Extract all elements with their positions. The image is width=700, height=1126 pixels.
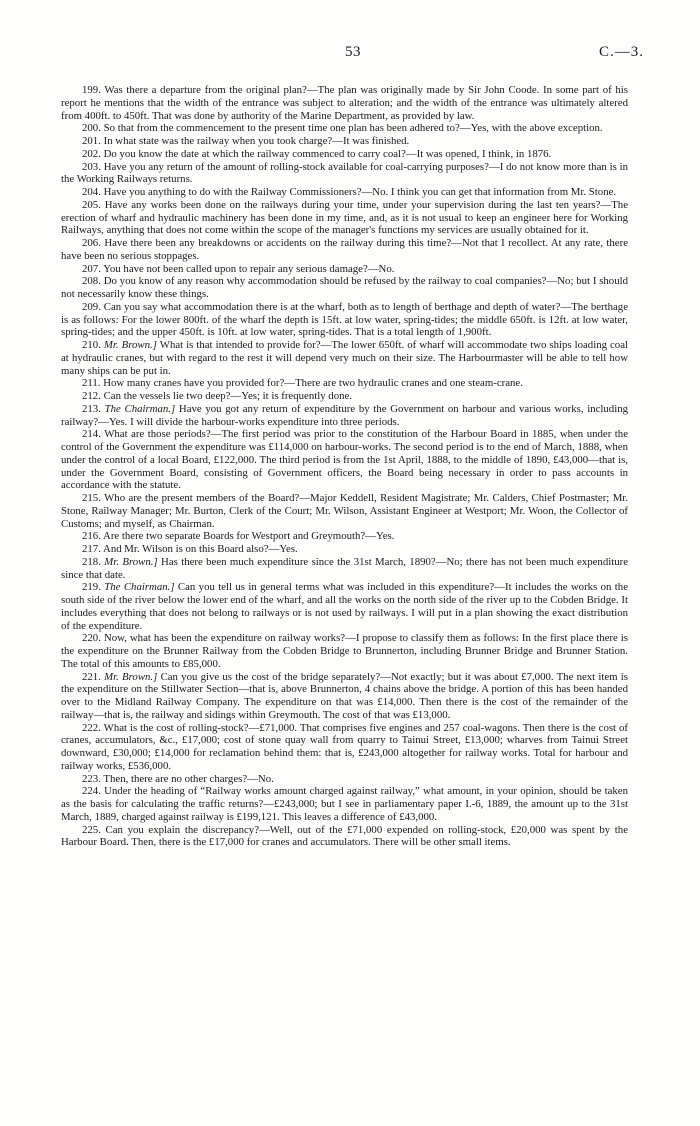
- question-number: 214.: [82, 428, 101, 441]
- question-answer-text: You have not been called upon to repair any serious damage?—No.: [103, 262, 395, 275]
- question-paragraph: [61, 122, 628, 135]
- question-number: 202.: [82, 147, 101, 160]
- question-number: 225.: [82, 823, 101, 836]
- question-paragraph: [61, 377, 628, 390]
- question-answer-text: Under the heading of “Railway works amount charged against railway,” what amount, in your opinion, should be taken as the basis for calculating the traffic returns?—£243,000; but I see in parliamentary paper I.-6, 1889, the amount up to the 31st March, 1889, charged against railway is £199,121. This leaves a difference of £43,000.: [61, 785, 628, 823]
- question-answer-text: Have there been any breakdowns or accidents on the railway during this time?—Not that I recollect. At any rate, there have been no serious stoppages.: [61, 237, 628, 262]
- question-answer-text: Have you got any return of expenditure by the Government on harbour and various works, including railway?—Yes. I will divide the harbour-works expenditure into three periods.: [61, 402, 629, 428]
- question-paragraph: [61, 237, 628, 263]
- question-paragraph: [61, 84, 628, 122]
- question-answer-text: Then, there are no other charges?—No.: [103, 772, 274, 785]
- question-answer-text: Has there been much expenditure since the 31st March, 1890?—No; there has not been much expenditure since that date.: [61, 555, 629, 581]
- question-number: 204.: [82, 186, 101, 198]
- question-number: 217.: [82, 543, 101, 555]
- question-paragraph: [61, 543, 628, 556]
- question-paragraph: [61, 403, 628, 429]
- question-answer-text: How many cranes have you provided for?—There are two hydraulic cranes and one steam-crane.: [103, 377, 523, 390]
- question-answer-text: Have you any return of the amount of rolling-stock available for coal-carrying purposes?—I do not know more than is in the Working Railways returns.: [61, 160, 629, 186]
- question-paragraph: [61, 722, 628, 773]
- question-paragraph: [61, 161, 628, 187]
- speaker-label: Mr. Brown.]: [104, 670, 158, 683]
- question-answer-text: Who are the present members of the Board?—Major Keddell, Resident Magistrate; Mr. Calders, Chief Postmaster; Mr. Stone, Railway Manager; Mr. Burton, Clerk of the Court; Mr. Wilson, Assistant Engineer at Westport; Mr. Woon, the Collector of Customs; and myself, as Chairman.: [61, 492, 628, 530]
- question-number: 221.: [82, 670, 101, 683]
- question-number: 207.: [82, 262, 101, 275]
- question-paragraph: [61, 339, 628, 377]
- question-paragraph: [61, 530, 628, 543]
- question-number: 216.: [82, 530, 101, 543]
- question-number: 206.: [82, 237, 101, 249]
- page-header: [62, 44, 644, 64]
- question-number: 210.: [82, 339, 101, 351]
- question-paragraph: [61, 390, 628, 403]
- document-reference: C.—3.: [598, 44, 644, 60]
- page-number: 53: [345, 44, 361, 60]
- question-paragraph: [61, 428, 628, 492]
- question-paragraph: [61, 263, 628, 276]
- question-answer-text: Have you anything to do with the Railway Commissioners?—No. I think you can get that information from Mr. Stone.: [103, 186, 617, 198]
- question-number: 219.: [82, 581, 101, 594]
- question-number: 200.: [82, 122, 101, 135]
- question-answer-text: And Mr. Wilson is on this Board also?—Yes.: [103, 543, 298, 555]
- question-number: 212.: [82, 390, 101, 402]
- speaker-label: The Chairman.]: [104, 581, 175, 594]
- question-answer-text: Are there two separate Boards for Westport and Greymouth?—Yes.: [103, 530, 395, 543]
- question-answer-text: Do you know the date at which the railway commenced to carry coal?—It was opened, I think, in 1876.: [103, 147, 552, 160]
- question-paragraph: [61, 671, 628, 722]
- question-paragraph: [61, 199, 628, 237]
- question-paragraph: [61, 135, 628, 148]
- question-answer-text: What is that intended to provide for?—The lower 650ft. of wharf will accommodate two ships loading coal at hydraulic cranes, but with regard to the rest it will depend very much on their size. The Harbourmaster will be able to tell how many ships can be put in.: [61, 339, 628, 377]
- question-paragraph: [61, 148, 628, 161]
- question-answer-text: Now, what has been the expenditure on railway works?—I propose to classify them as follows: In the first place there is the expenditure on the Brunner Railway from the Cobden Bridge to Brunnerton, including Brunner Bridge and Brunner Station. The total of this amounts to £85,000.: [61, 632, 628, 670]
- question-paragraph: [61, 186, 628, 199]
- question-number: 215.: [82, 492, 101, 504]
- question-number: 199.: [82, 84, 101, 96]
- question-number: 224.: [82, 785, 101, 798]
- question-paragraph: [61, 632, 628, 670]
- question-answer-text: What is the cost of rolling-stock?—£71,000. That comprises five engines and 257 coal-wagons. Then there is the cost of cranes, accumulators, &c., £17,000; cost of stone quay wall from quarry to Tainui Street, £13,000; wharves from Tainui Street downward, £30,000; £14,000 for reclamation behind them: that is, £243,000 altogether for railway works. Total for harbour and railway works, £536,000.: [61, 721, 628, 772]
- question-number: 211.: [82, 377, 101, 390]
- question-number: 209.: [82, 300, 101, 313]
- question-answer-text: What are those periods?—The first period was prior to the constitution of the Harbour Board in 1885, when under the control of the Government the expenditure was £114,000 on harbour-works. The second period is to the end of March, 1888, when under the control of a local Board, £122,000. The third period is from the 1st April, 1888, to the middle of 1890, £43,000—that is, under the Government Board, consisting of Government officers, the Board being necessary in order to pass accounts in accordance with the statute.: [61, 428, 628, 492]
- question-paragraph: [61, 785, 628, 823]
- question-number: 222.: [82, 721, 101, 734]
- question-number: 220.: [82, 632, 101, 645]
- question-answer-text: Do you know of any reason why accommodation should be refused by the railway to coal companies?—No; but I should not necessarily know these things.: [61, 275, 628, 300]
- question-answer-text: Can you give us the cost of the bridge separately?—Not exactly; but it was about £7,000. The next item is the expenditure on the Stillwater Section—that is, above Brunnerton, 4 chains above the bridge. A portion of this has been handed over to the Midland Railway Company. The expenditure on that was £14,000. Then there is the cost of the remainder of the railway—that is, the railway and sidings within Greymouth. The cost of that was £13,000.: [61, 670, 628, 721]
- question-answer-text: In what state was the railway when you took charge?—It was finished.: [103, 135, 410, 147]
- speaker-label: Mr. Brown.]: [104, 555, 158, 568]
- question-answer-text: Have any works been done on the railways during your time, under your supervision during the last ten years?—The erection of wharf and hydraulic machinery has been done in my time, and, as it is not usual to keep an engineer here for Working Railways, anything that does not come within the scope of the manager's functions my services are usually obtained for it.: [61, 198, 628, 237]
- question-number: 201.: [82, 135, 101, 147]
- question-answer-text: Can you say what accommodation there is at the wharf, both as to length of berthage and depth of water?—The berthage is as follows: For the lower 800ft. of the wharf the depth is 15ft. at low water, spring-tides; the middle 650ft. is 12ft. at low water, spring-tides; and the upper 450ft. is 10ft. at low water, spring-tides. That is a total length of 1,900ft.: [61, 300, 628, 339]
- question-number: 203.: [82, 160, 101, 173]
- question-paragraph: [61, 556, 628, 582]
- question-number: 208.: [82, 275, 101, 288]
- evidence-text: [61, 84, 628, 849]
- speaker-label: The Chairman.]: [104, 402, 176, 415]
- question-paragraph: [61, 301, 628, 339]
- question-answer-text: So that from the commencement to the present time one plan has been adhered to?—Yes, with the above exception.: [103, 122, 603, 135]
- question-number: 223.: [82, 772, 101, 785]
- question-answer-text: Can you tell us in general terms what was included in this expenditure?—It includes the works on the south side of the river below the lower end of the wharf, and all the works on the north side of the river up to the Cobden Bridge. It includes everything that does not belong to railways or is not used by railways. I will put in a plan showing the exact distribution of the expenditure.: [61, 581, 629, 632]
- question-number: 218.: [82, 555, 101, 568]
- question-number: 205.: [82, 198, 101, 211]
- speaker-label: Mr. Brown.]: [103, 339, 157, 351]
- question-number: 213.: [82, 402, 101, 415]
- question-paragraph: [61, 824, 628, 850]
- question-paragraph: [61, 581, 628, 632]
- question-paragraph: [61, 492, 628, 530]
- question-answer-text: Can the vessels lie two deep?—Yes; it is frequently done.: [103, 390, 352, 402]
- question-answer-text: Was there a departure from the original plan?—The plan was originally made by Sir John Coode. In some part of his report he mentions that the width of the entrance was subject to alteration; and the width of the entrance was ultimately altered from 400ft. to 450ft. That was done by authority of the Marine Department, as provided by law.: [61, 84, 628, 122]
- question-answer-text: Can you explain the discrepancy?—Well, out of the £71,000 expended on rolling-stock, £20,000 was spent by the Harbour Board. Then, there is the £17,000 for cranes and accumulators. There will be other small items.: [61, 823, 628, 849]
- question-paragraph: [61, 275, 628, 301]
- question-paragraph: [61, 773, 628, 786]
